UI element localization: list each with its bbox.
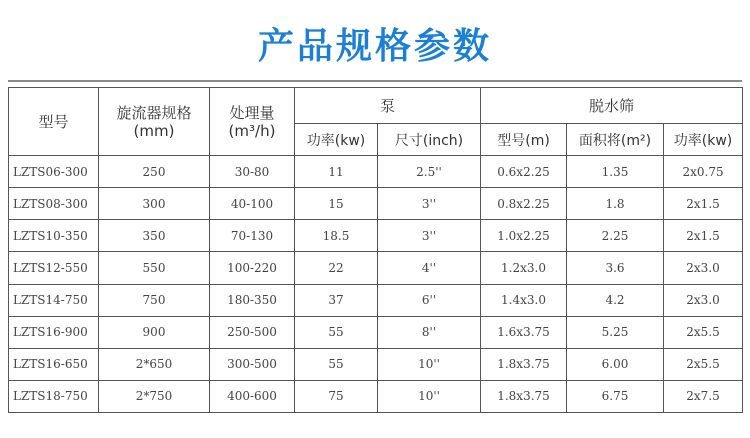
cell-hydrocyclone: 250 (99, 156, 210, 188)
cell-hydrocyclone: 550 (99, 252, 210, 284)
cell-screen-area: 1.35 (567, 156, 664, 188)
table-row (9, 188, 743, 220)
header-row-1 (9, 88, 743, 124)
table-row (9, 316, 743, 348)
cell-screen-power: 2x5.5 (664, 348, 743, 380)
header-model-label: 型号 (38, 113, 69, 132)
header-capacity-label: 处理量 (229, 103, 275, 122)
header-pump-label: 泵 (380, 97, 396, 116)
header-capacity (210, 88, 295, 156)
cell-screen-model: 1.8x3.75 (481, 380, 567, 412)
cell-screen-power: 2x3.0 (664, 252, 743, 284)
page-title: 产品规格参数 (257, 26, 492, 67)
cell-hydrocyclone: 2*750 (99, 380, 210, 412)
cell-screen-area: 3.6 (567, 252, 664, 284)
header-screen-model: 型号(m) (481, 124, 567, 156)
cell-screen-power: 2x7.5 (664, 380, 743, 412)
cell-pump-power: 18.5 (295, 220, 378, 252)
cell-pump-power: 11 (295, 156, 378, 188)
cell-capacity: 100-220 (210, 252, 295, 284)
table-row (9, 348, 743, 380)
cell-model: LZTS06-300 (9, 156, 99, 188)
cell-pump-power: 55 (295, 348, 378, 380)
cell-screen-model: 0.6x2.25 (481, 156, 567, 188)
table-row (9, 284, 743, 316)
header-hydrocyclone (99, 88, 210, 156)
header-pump-size: 尺寸(inch) (378, 124, 481, 156)
cell-pump-power: 75 (295, 380, 378, 412)
cell-model: LZTS08-300 (9, 188, 99, 220)
cell-hydrocyclone: 900 (99, 316, 210, 348)
header-screen-area: 面积将(m²) (567, 124, 664, 156)
cell-screen-model: 1.2x3.0 (481, 252, 567, 284)
cell-pump-size: 4'' (378, 252, 481, 284)
header-screen-power: 功率(kw) (664, 124, 743, 156)
cell-model: LZTS16-650 (9, 348, 99, 380)
cell-capacity: 300-500 (210, 348, 295, 380)
header-model (9, 88, 99, 156)
cell-pump-size: 10'' (378, 348, 481, 380)
header-capacity-unit: (m³/h) (228, 121, 276, 140)
header-dewatering-screen (481, 88, 743, 124)
cell-pump-size: 3'' (378, 188, 481, 220)
cell-screen-power: 2x1.5 (664, 188, 743, 220)
cell-screen-power: 2x5.5 (664, 316, 743, 348)
cell-pump-size: 2.5'' (378, 156, 481, 188)
cell-screen-area: 6.75 (567, 380, 664, 412)
cell-screen-power: 2x0.75 (664, 156, 743, 188)
header-pump-power: 功率(kw) (295, 124, 378, 156)
title-divider (8, 80, 742, 82)
cell-hydrocyclone: 2*650 (99, 348, 210, 380)
cell-screen-model: 1.0x2.25 (481, 220, 567, 252)
header-dewatering-screen-label: 脱水筛 (589, 97, 635, 116)
cell-screen-model: 1.6x3.75 (481, 316, 567, 348)
cell-pump-size: 6'' (378, 284, 481, 316)
cell-capacity: 70-130 (210, 220, 295, 252)
cell-pump-size: 10'' (378, 380, 481, 412)
header-pump (295, 88, 481, 124)
cell-hydrocyclone: 300 (99, 188, 210, 220)
cell-model: LZTS10-350 (9, 220, 99, 252)
cell-screen-power: 2x1.5 (664, 220, 743, 252)
cell-model: LZTS16-900 (9, 316, 99, 348)
header-hydrocyclone-label: 旋流器规格 (116, 103, 192, 122)
cell-capacity: 400-600 (210, 380, 295, 412)
cell-capacity: 250-500 (210, 316, 295, 348)
table-row (9, 252, 743, 284)
spec-table (8, 87, 743, 413)
cell-screen-area: 6.00 (567, 348, 664, 380)
cell-capacity: 180-350 (210, 284, 295, 316)
cell-hydrocyclone: 350 (99, 220, 210, 252)
cell-screen-area: 5.25 (567, 316, 664, 348)
table-row (9, 380, 743, 412)
cell-screen-area: 4.2 (567, 284, 664, 316)
cell-model: LZTS12-550 (9, 252, 99, 284)
cell-capacity: 40-100 (210, 188, 295, 220)
table-row (9, 156, 743, 188)
cell-model: LZTS14-750 (9, 284, 99, 316)
cell-hydrocyclone: 750 (99, 284, 210, 316)
table-row (9, 220, 743, 252)
cell-screen-power: 2x3.0 (664, 284, 743, 316)
header-hydrocyclone-unit: (mm) (133, 121, 175, 140)
cell-capacity: 30-80 (210, 156, 295, 188)
cell-screen-area: 1.8 (567, 188, 664, 220)
cell-pump-power: 15 (295, 188, 378, 220)
cell-pump-size: 8'' (378, 316, 481, 348)
cell-model: LZTS18-750 (9, 380, 99, 412)
cell-pump-power: 55 (295, 316, 378, 348)
cell-pump-size: 3'' (378, 220, 481, 252)
cell-screen-model: 1.4x3.0 (481, 284, 567, 316)
cell-pump-power: 22 (295, 252, 378, 284)
cell-screen-area: 2.25 (567, 220, 664, 252)
cell-screen-model: 0.8x2.25 (481, 188, 567, 220)
cell-pump-power: 37 (295, 284, 378, 316)
cell-screen-model: 1.8x3.75 (481, 348, 567, 380)
